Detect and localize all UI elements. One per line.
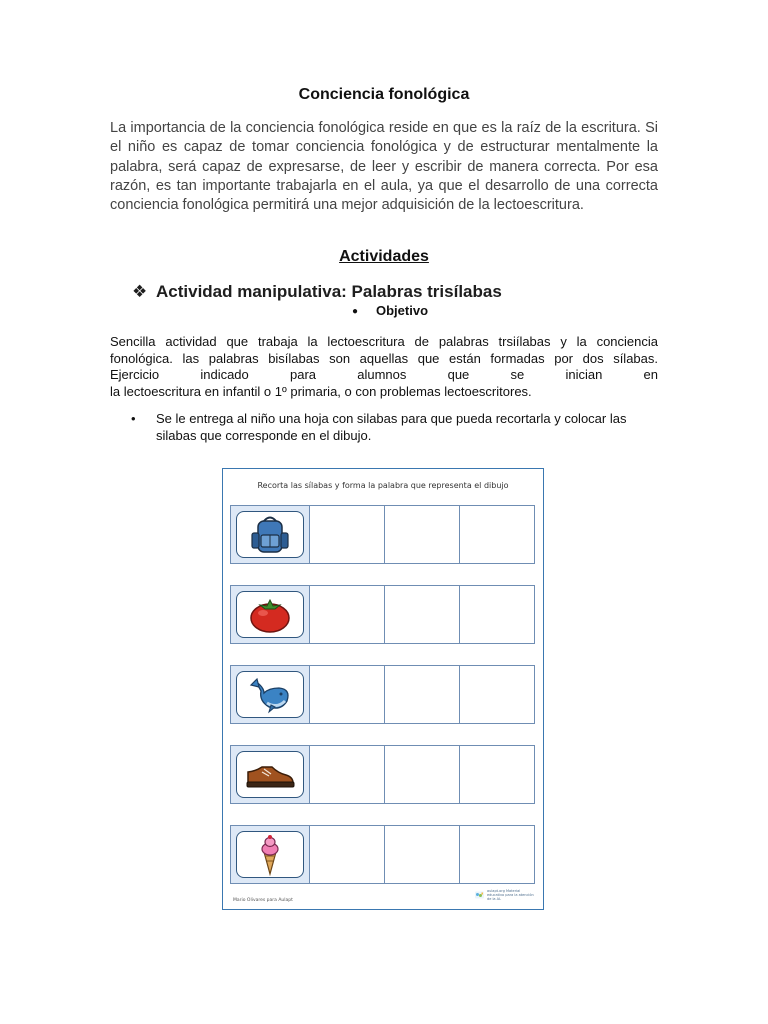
syllable-box [310, 666, 385, 723]
syllable-box [460, 506, 535, 563]
syllable-box [310, 746, 385, 803]
worksheet-row-whale [230, 665, 535, 724]
syllable-box [460, 586, 535, 643]
syllable-box [385, 506, 460, 563]
section-heading: Actividades [339, 248, 429, 265]
description-line: fonológica. las palabras bisílabas son aquellas que están formadas por dos sílabas. [110, 350, 658, 366]
instruction-text: Se le entrega al niño una hoja con silabas para que pueda recortarla y colocar las silabas que corresponde en el dibujo. [156, 411, 627, 443]
worksheet-footer-author: Mario Olivares para Aulapt [233, 898, 293, 903]
instruction-bullet-icon: • [131, 411, 136, 426]
worksheet-row-tomato [230, 585, 535, 644]
activity-heading-text: Actividad manipulativa: Palabras trisílabas [156, 282, 502, 301]
syllable-box [310, 826, 385, 883]
syllable-box [460, 666, 535, 723]
page-title: Conciencia fonológica [298, 86, 470, 103]
worksheet-row-shoe [230, 745, 535, 804]
description-line: la lectoescritura en infantil o 1º primaria, o con problemas lectoescritores. [110, 384, 532, 400]
shoe-icon [244, 755, 296, 795]
syllable-box [310, 586, 385, 643]
worksheet-title: Recorta las sílabas y forma la palabra que representa el dibujo [257, 481, 509, 490]
activity-heading [132, 282, 502, 302]
syllable-box [460, 826, 535, 883]
description-line: Sencilla actividad que trabaja la lectoescritura de palabras trsiílabas y la conciencia [110, 334, 658, 349]
aulapt-logo-icon [475, 888, 484, 902]
syllable-box [385, 746, 460, 803]
tomato-icon [247, 595, 293, 635]
intro-paragraph: La importancia de la conciencia fonológica reside en que es la raíz de la escritura. Si el niño es capaz de tomar conciencia fonológica y de estructurar mentalmente la palabra, será capaz de expresarse, de leer y escribir de manera correcta. Por esa razón, es tan importante trabajarla en el aula, ya que el desarrollo de una correcta conciencia fonológica permitirá una mejor adquisición de la lectoescritura. [110, 120, 658, 214]
worksheet-row-backpack [230, 505, 535, 564]
objective-item [352, 303, 428, 318]
whale-icon [247, 675, 293, 715]
description-line: Ejercicio indicado para alumnos que se inician en [110, 367, 658, 383]
bullet-dot-icon: ● [352, 306, 359, 317]
worksheet-footer-logo [475, 886, 535, 904]
syllable-box [310, 506, 385, 563]
syllable-box [385, 666, 460, 723]
syllable-box [460, 746, 535, 803]
syllable-box [385, 586, 460, 643]
worksheet-image [222, 468, 544, 910]
worksheet-row-ice-cream [230, 825, 535, 884]
activity-description [110, 334, 658, 401]
objective-label: Objetivo [376, 303, 429, 318]
syllable-box [385, 826, 460, 883]
logo-text: aulapt.org Material educativo para la atención de la AL [486, 889, 534, 901]
diamond-bullet-icon: ❖ [132, 282, 148, 301]
ice-cream-icon [247, 834, 293, 876]
backpack-icon [247, 515, 293, 555]
